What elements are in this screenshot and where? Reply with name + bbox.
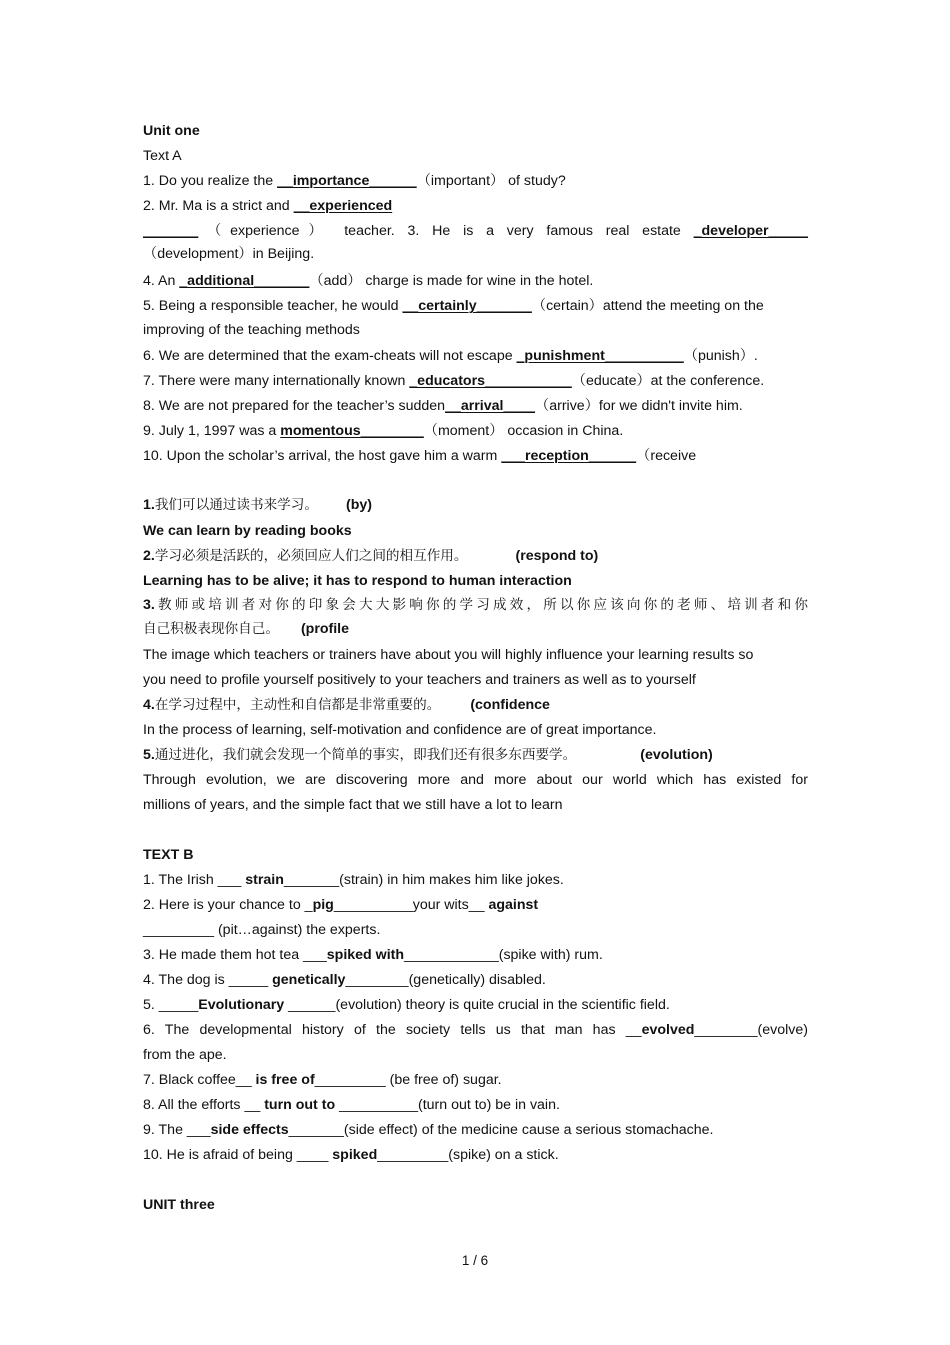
answer: _______ — [143, 223, 199, 239]
exercise-line: 7. There were many internationally known _educators___________（educate）at the conference. — [143, 373, 765, 389]
answer: momentous________ — [280, 423, 424, 439]
exercise-line-continued: （development）in Beijing. — [143, 246, 315, 262]
exercise-line: 7. Black coffee__ is free of_________ (be free of) sugar. — [143, 1072, 502, 1088]
translation-answer: Learning has to be alive; it has to respond to human interaction — [143, 573, 572, 589]
answer: _developer_____ — [693, 223, 808, 239]
answer: _additional_______ — [179, 273, 310, 289]
exercise-line: 5. _____Evolutionary ______(evolution) theory is quite crucial in the scientific field. — [143, 997, 670, 1013]
exercise-line: 10. He is afraid of being ____ spiked_________(spike) on a stick. — [143, 1147, 559, 1163]
translation-answer-continued: millions of years, and the simple fact that we still have a lot to learn — [143, 797, 563, 813]
answer: __certainly_______ — [402, 298, 532, 314]
answer: __arrival____ — [445, 398, 536, 414]
translation-prompt: 4.在学习过程中，主动性和自信都是非常重要的。 (confidence — [143, 697, 550, 713]
text-b-heading: TEXT B — [143, 847, 194, 863]
exercise-line: 5. Being a responsible teacher, he would __certainly_______（certain）attend the meeting on the — [143, 298, 764, 314]
translation-answer: The image which teachers or trainers have about you will highly influence your learning results so — [143, 647, 754, 663]
unit-one-heading: Unit one — [143, 123, 200, 139]
exercise-line: 1. Do you realize the __importance______（important） of study? — [143, 173, 566, 189]
translation-answer: In the process of learning, self-motivation and confidence are of great importance. — [143, 722, 657, 738]
exercise-line: 6. We are determined that the exam-cheats will not escape _punishment__________（punish）. — [143, 348, 758, 364]
page-number: 1 / 6 — [461, 1253, 489, 1268]
translation-prompt-continued: 自己积极表现你自己。 (profile — [143, 621, 350, 637]
translation-prompt: 1.我们可以通过读书来学习。 (by) — [143, 497, 372, 513]
answer: _educators___________ — [409, 373, 572, 389]
exercise-line: 3. He made them hot tea ___spiked with____________(spike with) rum. — [143, 947, 603, 963]
exercise-line: 8. We are not prepared for the teacher’s sudden__arrival____（arrive）for we didn't invite him. — [143, 398, 743, 414]
translation-prompt: 3.教师或培训者对你的印象会大大影响你的学习成效，所以你应该向你的老师、培训者和你 — [143, 597, 808, 613]
exercise-line: 6. The developmental history of the society tells us that man has __evolved________(evolve) — [143, 1022, 808, 1038]
exercise-line: 9. The ___side effects_______(side effect) of the medicine cause a serious stomachache. — [143, 1122, 714, 1138]
exercise-line: 2. Mr. Ma is a strict and __experienced — [143, 198, 393, 214]
translation-answer-continued: you need to profile yourself positively to your teachers and trainers as well as to yourself — [143, 672, 696, 688]
translation-prompt: 2.学习必须是活跃的，必须回应人们之间的相互作用。 (respond to) — [143, 548, 599, 564]
answer: __experienced — [293, 198, 393, 214]
exercise-line: 9. July 1, 1997 was a momentous________（moment） occasion in China. — [143, 423, 624, 439]
answer: __importance______ — [277, 173, 417, 189]
exercise-line: 8. All the efforts __ turn out to __________(turn out to) be in vain. — [143, 1097, 560, 1113]
exercise-line: _______（experience） teacher. 3. He is a very famous real estate _developer_____ — [143, 223, 808, 239]
exercise-line: 10. Upon the scholar’s arrival, the host gave him a warm ___reception______（receive — [143, 448, 697, 464]
exercise-line: 4. An _additional_______（add） charge is made for wine in the hotel. — [143, 273, 594, 289]
answer: ___reception______ — [501, 448, 637, 464]
translation-answer: Through evolution, we are discovering more and more about our world which has existed for — [143, 772, 808, 788]
exercise-line: 1. The Irish ___ strain_______(strain) in him makes him like jokes. — [143, 872, 564, 888]
exercise-line-continued: _________ (pit…against) the experts. — [143, 922, 381, 938]
text-a-label: Text A — [143, 148, 182, 164]
translation-prompt: 5.通过进化，我们就会发现一个简单的事实，即我们还有很多东西要学。 (evolution) — [143, 747, 713, 763]
exercise-line: 2. Here is your chance to _pig__________your wits__ against — [143, 897, 539, 913]
exercise-line-continued: from the ape. — [143, 1047, 227, 1063]
unit-three-heading: UNIT three — [143, 1197, 215, 1213]
exercise-line-continued: improving of the teaching methods — [143, 322, 360, 338]
translation-answer: We can learn by reading books — [143, 523, 352, 539]
exercise-line: 4. The dog is _____ genetically________(genetically) disabled. — [143, 972, 546, 988]
answer: _punishment__________ — [516, 348, 684, 364]
